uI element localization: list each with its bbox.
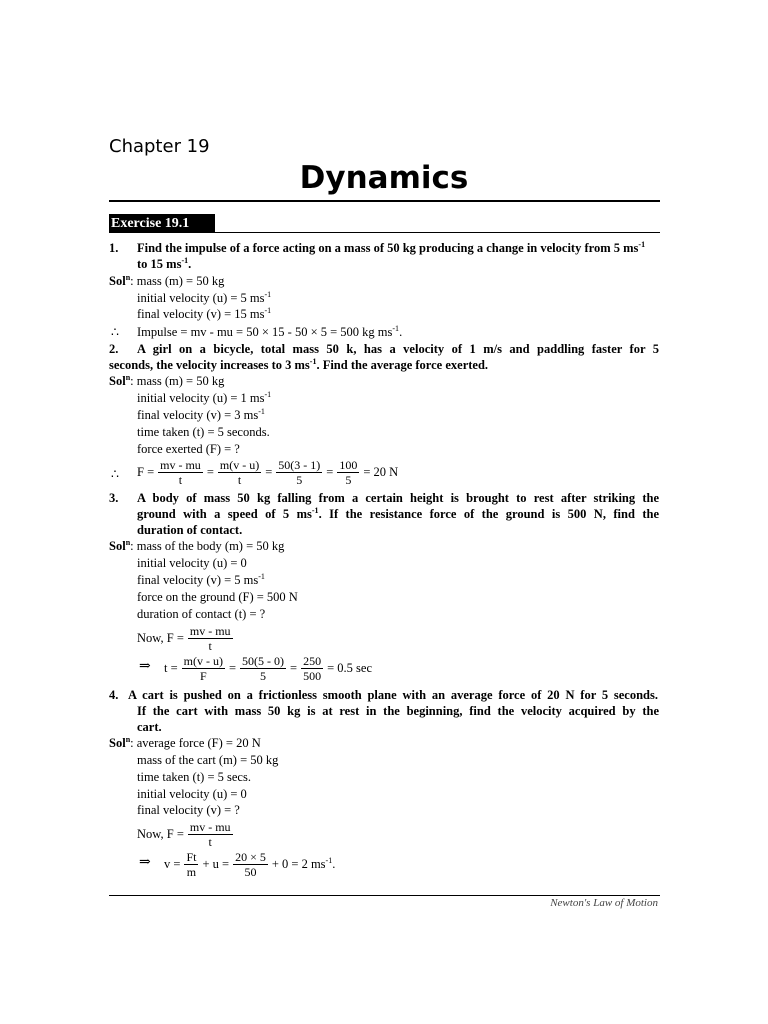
fraction: $\frac{50(5 - 0)}{5}$ — [242, 654, 285, 683]
implies-symbol: ⇒ — [139, 855, 151, 870]
solution-line: time taken (t) = 5 seconds. — [137, 425, 270, 439]
question-text: Find the impulse of a force acting on a mass of 50 kg producing a change in velocity from 5 $ms^{-1}$ — [137, 240, 646, 255]
equation: t = $\frac{m(v - u)}{F}$ = $\frac{50(5 - 0)}{5}$ = $\frac{250}{500}$ = 0.5 sec — [164, 654, 372, 683]
title-divider — [109, 200, 660, 202]
solution-line: force on the ground (F) = 500 N — [137, 590, 298, 604]
fraction: $\frac{mv - mu}{t}$ — [189, 624, 231, 653]
exercise-divider — [215, 232, 660, 233]
question-number: 2. — [109, 342, 119, 356]
page-title — [0, 160, 768, 196]
therefore-symbol: ∴ — [111, 467, 119, 481]
solution-line: Sol$^n$: mass (m) = 50 kg — [109, 273, 225, 288]
question-text: A body of mass 50 kg falling from a certain height is brought to rest after striking the — [137, 491, 659, 505]
equation: F = $\frac{mv - mu}{t}$ = $\frac{m(v - u)}{t}$ = $\frac{50(3 - 1)}{5}$ = $\frac{100}{5}$ = 20 N — [137, 458, 399, 487]
fraction: $\frac{250}{500}$ — [303, 654, 322, 683]
solution-line: final velocity (v) = 15 $ms^{-1}$ — [137, 306, 272, 321]
fraction: $\frac{50(3 - 1)}{5}$ — [278, 458, 321, 487]
solution-line: initial velocity (u) = 0 — [137, 556, 247, 570]
question-text: If the cart with mass 50 kg is at rest in the beginning, find the velocity acquired by the — [137, 704, 659, 718]
question-text: A cart is pushed on a frictionless smooth plane with an average force of 20 N for 5 seconds. — [128, 688, 658, 702]
exercise-heading: Exercise 19.1 — [109, 214, 215, 233]
fraction: $\frac{20 \times 5}{50}$ — [235, 850, 266, 879]
question-text: A girl on a bicycle, total mass 50 k, has a velocity of 1 m/s and paddling faster for 5 — [137, 342, 659, 356]
solution-line: final velocity (v) = 5 $ms^{-1}$ — [137, 572, 265, 587]
solution-line: Sol$^n$: mass (m) = 50 kg — [109, 373, 225, 388]
fraction: $\frac{100}{5}$ — [339, 458, 358, 487]
solution-line: duration of contact (t) = ? — [137, 607, 266, 621]
question-number: 4. — [109, 688, 119, 702]
question-text: duration of contact. — [137, 523, 243, 537]
question-text: ground with a speed of 5 $ms^{-1}$. If the resistance force of the ground is 500 N, find the — [137, 506, 659, 521]
question-number: 3. — [109, 491, 119, 505]
equation: Now, F = $\frac{mv - mu}{t}$ — [137, 820, 231, 849]
equation: v = $\frac{Ft}{m}$ + u = $\frac{20 \times 5}{50}$ + 0 = 2 $ms^{-1}$. — [164, 850, 336, 879]
solution-line: force exerted (F) = ? — [137, 442, 240, 456]
solution-line: initial velocity (u) = 0 — [137, 787, 247, 801]
footer-divider — [109, 895, 660, 896]
solution-line: Impulse = mv - mu = 50 × 15 - 50 × 5 = 500 kg $ms^{-1}$. — [137, 324, 403, 339]
chapter-label: Chapter 19 — [109, 136, 210, 157]
running-footer: Newton's Law of Motion — [550, 897, 658, 909]
page-title-text: Dynamics — [299, 160, 469, 196]
question-text: cart. — [137, 720, 162, 734]
solution-line: initial velocity (u) = 5 $ms^{-1}$ — [137, 290, 272, 305]
fraction: $\frac{Ft}{m}$ — [186, 850, 197, 879]
solution-line: mass of the cart (m) = 50 kg — [137, 753, 279, 767]
question-text: to 15 $ms^{-1}$. — [137, 256, 192, 271]
solution-line: final velocity (v) = ? — [137, 803, 240, 817]
fraction: $\frac{mv - mu}{t}$ — [189, 820, 231, 849]
solution-line: initial velocity (u) = 1 $ms^{-1}$ — [137, 390, 272, 405]
question-number: 1. — [109, 241, 119, 255]
equation: Now, F = $\frac{mv - mu}{t}$ — [137, 624, 231, 653]
therefore-symbol: ∴ — [111, 325, 119, 339]
solution-line: time taken (t) = 5 secs. — [137, 770, 251, 784]
question-text: seconds, the velocity increases to 3 $ms^{-1}$. Find the average force exerted. — [109, 357, 489, 372]
fraction: $\frac{mv - mu}{t}$ — [160, 458, 201, 487]
fraction: $\frac{m(v - u)}{F}$ — [183, 654, 223, 683]
solution-line: Sol$^n$: average force (F) = 20 N — [109, 735, 261, 750]
fraction: $\frac{m(v - u)}{t}$ — [219, 458, 260, 487]
solution-line: final velocity (v) = 3 $ms^{-1}$ — [137, 407, 265, 422]
implies-symbol: ⇒ — [139, 659, 151, 674]
solution-line: Sol$^n$: mass of the body (m) = 50 kg — [109, 538, 285, 553]
